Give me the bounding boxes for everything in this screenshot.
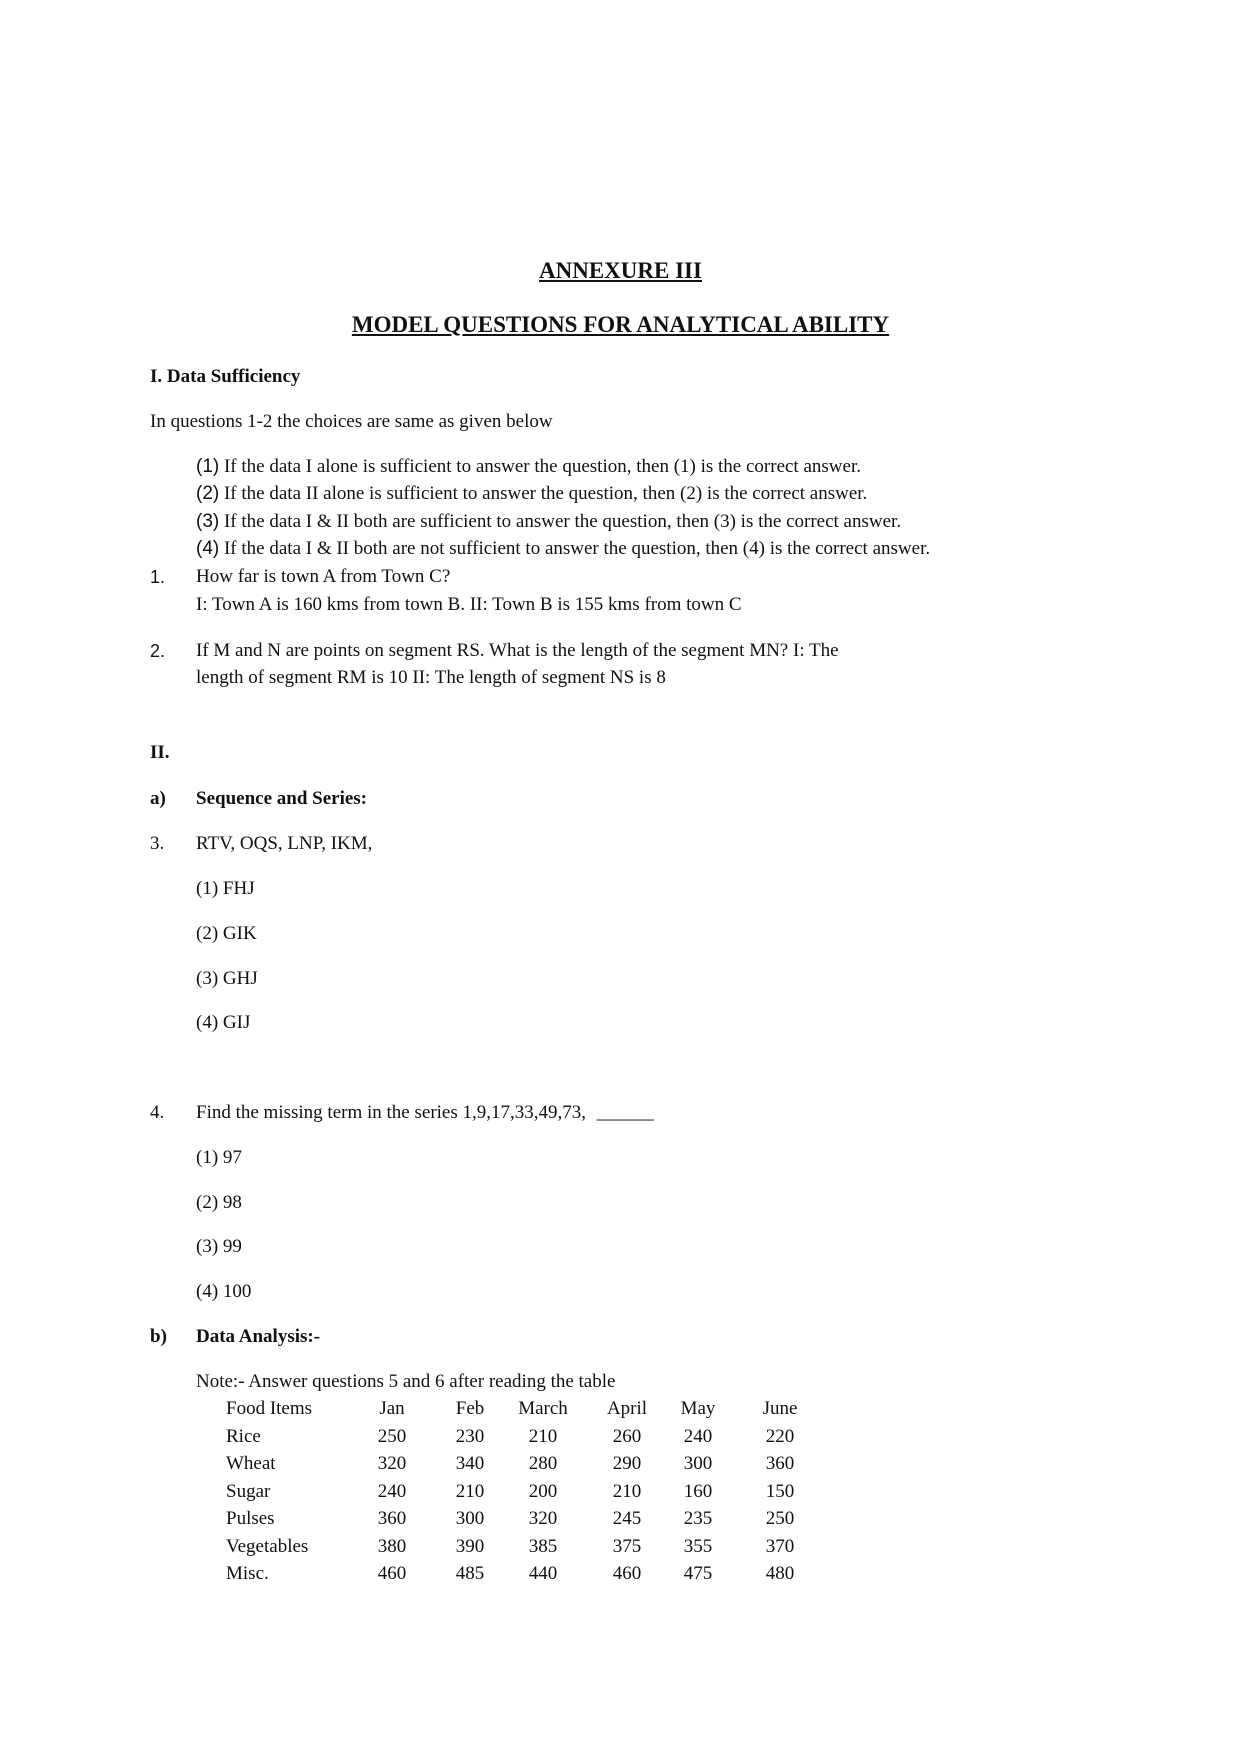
table-cell: 385 — [528, 1536, 558, 1557]
annexure-title: ANNEXURE III — [539, 258, 702, 283]
choice-2-text: If the data II alone is sufficient to answer the question, then (2) is the correct answer. — [219, 483, 868, 504]
subsection-a-heading: Sequence and Series: — [196, 788, 367, 809]
table-header-jan: Jan — [379, 1398, 405, 1419]
table-cell: 210 — [612, 1481, 642, 1502]
choice-3 — [196, 511, 901, 533]
table-cell-item: Misc. — [226, 1563, 269, 1584]
choice-2-number: (2) — [196, 483, 220, 504]
main-title: MODEL QUESTIONS FOR ANALYTICAL ABILITY — [351, 312, 890, 337]
table-header-june: June — [762, 1398, 798, 1419]
table-cell: 260 — [612, 1426, 642, 1447]
table-cell: 250 — [765, 1508, 795, 1529]
q2-text-line2: length of segment RM is 10 II: The length of segment NS is 8 — [196, 667, 666, 688]
table-cell: 480 — [765, 1563, 795, 1584]
table-cell: 375 — [612, 1536, 642, 1557]
table-cell-item: Wheat — [226, 1453, 276, 1474]
choice-4-text: If the data I & II both are not sufficient to answer the question, then (4) is the correct answer. — [219, 538, 931, 559]
table-cell-item: Rice — [226, 1426, 261, 1447]
q2-text-line1: If M and N are points on segment RS. What is the length of the segment MN? I: The — [196, 640, 839, 661]
q4-number: 4. — [150, 1102, 165, 1123]
q3-number: 3. — [150, 833, 165, 854]
table-cell: 440 — [528, 1563, 558, 1584]
table-cell: 235 — [683, 1508, 713, 1529]
q4-option-3: (3) 99 — [196, 1236, 242, 1257]
table-cell: 370 — [765, 1536, 795, 1557]
table-cell: 320 — [528, 1508, 558, 1529]
table-cell: 240 — [377, 1481, 407, 1502]
table-cell: 210 — [528, 1426, 558, 1447]
choice-3-text: If the data I & II both are sufficient to answer the question, then (3) is the correct answer. — [219, 511, 902, 532]
q3-option-1: (1) FHJ — [196, 878, 255, 899]
q1-data: I: Town A is 160 kms from town B. II: Town B is 155 kms from town C — [196, 594, 742, 615]
table-header-may: May — [680, 1398, 716, 1419]
table-cell-item: Vegetables — [226, 1536, 309, 1557]
q2-number: 2. — [150, 641, 166, 661]
table-header-food-items: Food Items — [226, 1398, 313, 1419]
q1-text: How far is town A from Town C? — [196, 566, 451, 587]
q4-option-1: (1) 97 — [196, 1147, 242, 1168]
table-cell: 390 — [455, 1536, 485, 1557]
table-cell: 300 — [683, 1453, 713, 1474]
choice-1-text: If the data I alone is sufficient to answer the question, then (1) is the correct answer. — [219, 456, 861, 477]
table-cell: 355 — [683, 1536, 713, 1557]
q4-blank: ______ — [596, 1102, 654, 1123]
table-cell: 160 — [683, 1481, 713, 1502]
choice-4-number: (4) — [196, 538, 220, 559]
table-cell: 200 — [528, 1481, 558, 1502]
table-cell: 290 — [612, 1453, 642, 1474]
table-cell: 150 — [765, 1481, 795, 1502]
table-cell: 250 — [377, 1426, 407, 1447]
table-cell-item: Sugar — [226, 1481, 271, 1502]
subsection-a-label: a) — [150, 788, 166, 809]
table-cell: 220 — [765, 1426, 795, 1447]
q3-option-2: (2) GIK — [196, 923, 257, 944]
table-cell: 380 — [377, 1536, 407, 1557]
table-header-march: March — [518, 1398, 568, 1419]
section1-intro: In questions 1-2 the choices are same as given below — [150, 411, 553, 432]
table-cell-item: Pulses — [226, 1508, 275, 1529]
q4-text — [196, 1102, 654, 1124]
table-cell: 320 — [377, 1453, 407, 1474]
subsection-b-heading: Data Analysis:- — [196, 1326, 321, 1347]
choice-4 — [196, 538, 930, 560]
subsection-b-label: b) — [150, 1326, 167, 1347]
table-cell: 340 — [455, 1453, 485, 1474]
q3-option-3: (3) GHJ — [196, 968, 258, 989]
table-cell: 245 — [612, 1508, 642, 1529]
table-header-april: April — [606, 1398, 648, 1419]
table-cell: 300 — [455, 1508, 485, 1529]
choice-3-number: (3) — [196, 511, 220, 532]
table-header-feb: Feb — [455, 1398, 485, 1419]
q3-option-4: (4) GIJ — [196, 1012, 251, 1033]
table-cell: 210 — [455, 1481, 485, 1502]
table-cell: 280 — [528, 1453, 558, 1474]
q4-option-4: (4) 100 — [196, 1281, 252, 1302]
table-cell: 460 — [377, 1563, 407, 1584]
q3-text: RTV, OQS, LNP, IKM, — [196, 833, 373, 854]
q4-question: Find the missing term in the series 1,9,17,33,49,73, — [196, 1102, 587, 1123]
table-cell: 360 — [377, 1508, 407, 1529]
choice-2 — [196, 483, 867, 505]
table-cell: 460 — [612, 1563, 642, 1584]
q4-option-2: (2) 98 — [196, 1192, 242, 1213]
choice-1 — [196, 456, 861, 478]
choice-1-number: (1) — [196, 456, 220, 477]
section2-heading: II. — [150, 742, 170, 763]
table-cell: 475 — [683, 1563, 713, 1584]
table-cell: 230 — [455, 1426, 485, 1447]
table-cell: 240 — [683, 1426, 713, 1447]
table-note: Note:- Answer questions 5 and 6 after reading the table — [196, 1371, 616, 1392]
table-cell: 485 — [455, 1563, 485, 1584]
table-cell: 360 — [765, 1453, 795, 1474]
section1-heading: I. Data Sufficiency — [150, 366, 301, 387]
q1-number: 1. — [150, 567, 166, 587]
